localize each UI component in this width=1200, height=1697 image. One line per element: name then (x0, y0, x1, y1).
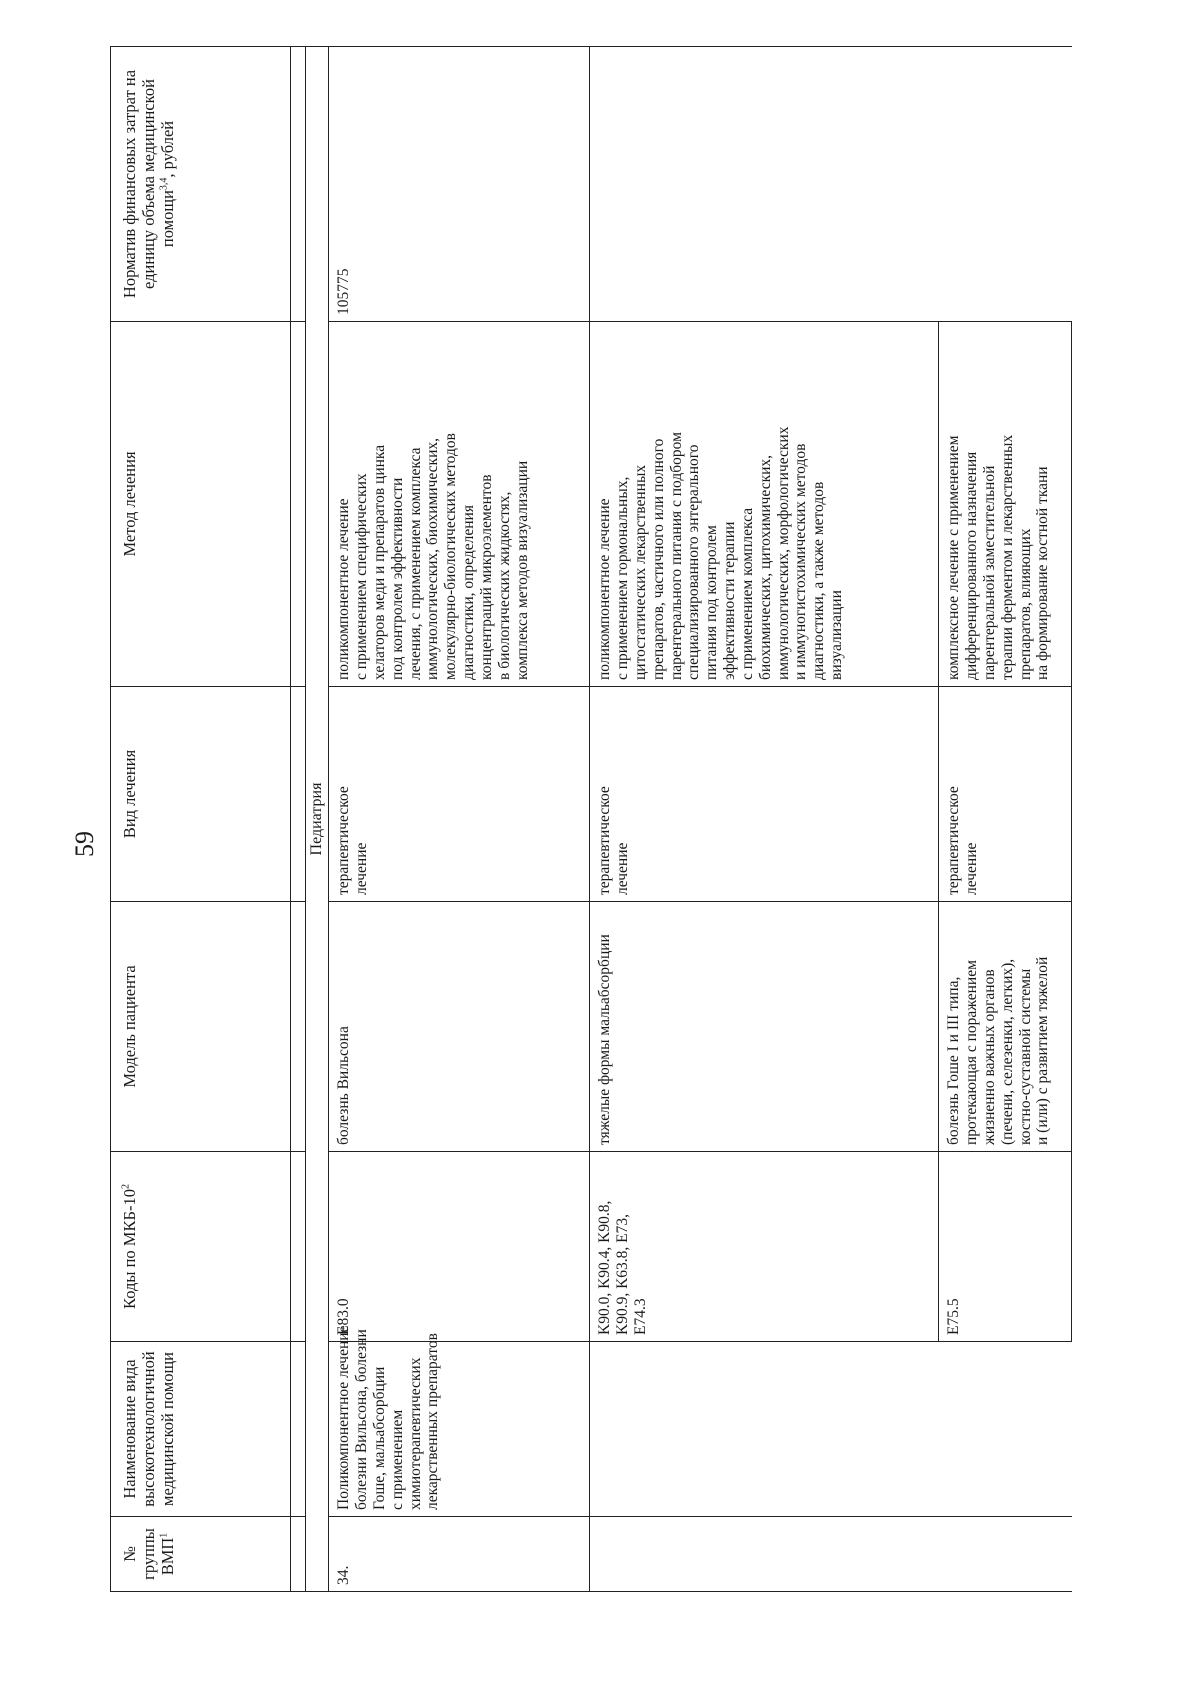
header-cost-standard-sup: 3,4 (158, 177, 170, 191)
table-row (590, 47, 939, 1592)
cell-text-line: протекающая с поражением (963, 960, 981, 1145)
treatment-method-cell (590, 322, 939, 687)
cost-standard-cell (939, 47, 1072, 322)
page-number: 59 (70, 831, 99, 857)
cell-text-line: лечение (614, 842, 632, 895)
cell-text-line: дифференцированного назначения (963, 451, 981, 680)
cell-text-line: болезнь Вильсона (335, 1026, 353, 1145)
cell-text-line: парентеральной заместительной (981, 465, 999, 680)
cell-text-line: E83.0 (335, 1298, 353, 1335)
cell-text-line: терапевтическое (945, 786, 963, 895)
treatment-method-cell (329, 322, 590, 687)
table-row (329, 47, 590, 1592)
treatment-method-cell (939, 322, 1072, 687)
section-row (306, 47, 329, 1592)
cell-text-line: болезни Вильсона, болезни (353, 1329, 371, 1510)
cell-text-line: K90.0, K90.4, K90.8, (596, 1200, 614, 1335)
cell-text-line: цитостатических лекарственных (632, 464, 650, 680)
column-number-cell (291, 322, 306, 687)
cell-text-line: лечение (353, 842, 371, 895)
cell-text-line: визуализации (827, 590, 845, 680)
cell-text-line: лечение (963, 842, 981, 895)
header-cost-standard-text: Норматив финансовых затрат на единицу объема медицинской помощи (120, 69, 177, 299)
cell-text-line: на формирование костной ткани (1034, 466, 1052, 680)
patient-model-cell (329, 902, 590, 1152)
cell-text-line: препаратов, частичного или полного (649, 438, 667, 680)
cell-text-line: эффективности терапии (721, 521, 739, 680)
icd-codes-cell (329, 1152, 590, 1342)
cell-text-line: диагностики, а также методов (810, 481, 828, 680)
cell-text-line: молекулярно-биологических методов (442, 433, 460, 680)
cell-text-line: поликомпонентное лечение (596, 498, 614, 680)
cell-text-line: терапии ферментом и лекарственных (998, 434, 1016, 680)
header-cost-standard-unit: , рублей (157, 120, 177, 178)
cell-text-line: биохимических, цитохимических, (756, 454, 774, 680)
patient-model-cell (590, 902, 939, 1152)
cell-text-line: с применением комплекса (738, 507, 756, 680)
header-group-number-text: № группы ВМП (120, 1528, 177, 1580)
vmp-table (110, 46, 1072, 1592)
cell-text-line: и (или) с развитием тяжелой (1034, 956, 1052, 1145)
cell-text-line: K90.9, K63.8, E73, (614, 1214, 632, 1335)
cell-text-line: комплексное лечение с применением (945, 435, 963, 680)
cell-text-line: парентерального питания с подбором (667, 432, 685, 680)
header-group-number (111, 1517, 291, 1592)
group-number-cell (590, 1517, 939, 1592)
header-treatment-type: Вид лечения (111, 687, 291, 902)
cell-text-line: с применением (388, 1409, 406, 1510)
header-patient-model: Модель пациента (111, 902, 291, 1152)
table-row (939, 47, 1072, 1592)
header-icd-codes (111, 1152, 291, 1342)
column-number-row (291, 47, 306, 1592)
cell-text-line: препаратов, влияющих (1016, 528, 1034, 680)
cell-text-line: лечения, с применением комплекса (406, 447, 424, 680)
column-number-cell (291, 47, 306, 322)
cell-text-line: питания под контролем (703, 525, 721, 680)
treatment-type-cell (329, 687, 590, 902)
header-treatment-method: Метод лечения (111, 322, 291, 687)
cell-text-line: тяжелые формы мальабсорбции (596, 934, 614, 1145)
cell-text-line: иммунологических, морфологических (774, 426, 792, 680)
icd-codes-cell (590, 1152, 939, 1342)
cell-text-line: иммунологических, биохимических, (424, 438, 442, 680)
cell-text-line: болезнь Гоше I и III типа, (945, 976, 963, 1145)
treatment-type-cell (939, 687, 1072, 902)
cell-text-line: диагностики, определения (460, 505, 478, 680)
group-number-cell (939, 1517, 1072, 1592)
cell-text-line: с применением специфических (353, 473, 371, 680)
cell-text-line: Гоше, мальабсорбции (371, 1366, 389, 1510)
cell-text-line: E75.5 (945, 1298, 963, 1335)
header-cost-standard (111, 47, 291, 322)
header-group-number-sup: 1 (158, 1532, 170, 1538)
cell-text-line: терапевтическое (596, 786, 614, 895)
header-row (111, 47, 291, 1592)
icd-codes-cell (939, 1152, 1072, 1342)
cell-text-line: E74.3 (632, 1298, 650, 1335)
cell-text-line: химиотерапевтических (406, 1357, 424, 1510)
care-type-name-cell (590, 1342, 939, 1517)
column-number-cell (291, 687, 306, 902)
treatment-type-cell (590, 687, 939, 902)
cell-text-line: (печени, селезенки, легких), (998, 958, 1016, 1145)
column-number-cell (291, 902, 306, 1152)
cell-text-line: поликомпонентное лечение (335, 498, 353, 680)
care-type-name-cell (939, 1342, 1072, 1517)
column-number-cell (291, 1517, 306, 1592)
cost-standard-cell: 105775 (329, 47, 590, 322)
cell-text-line: Поликомпонентное лечение (335, 1325, 353, 1510)
cell-text-line: терапевтическое (335, 786, 353, 895)
patient-model-cell (939, 902, 1072, 1152)
group-number-cell: 34. (329, 1517, 590, 1592)
header-icd-codes-sup: 2 (120, 1184, 132, 1190)
cell-text-line: концентраций микроэлементов (477, 474, 495, 680)
care-type-name-cell (329, 1325, 590, 1517)
cost-standard-cell (590, 47, 939, 322)
cell-text-line: костно-суставной системы (1016, 968, 1034, 1145)
cell-text-line: и иммуногистохимических методов (792, 443, 810, 680)
cell-text-line: комплекса методов визуализации (513, 460, 531, 680)
cell-text-line: лекарственных препаратов (424, 1333, 442, 1510)
header-care-type-name: Наименование вида высокотехнологичной медицинской помощи (111, 1342, 291, 1517)
column-number-cell (291, 1342, 306, 1517)
cell-text-line: под контролем эффективности (388, 477, 406, 680)
cell-text-line: жизненно важных органов (981, 969, 999, 1145)
column-number-cell (291, 1152, 306, 1342)
cell-text-line: с применением гормональных, (614, 476, 632, 680)
section-title: Педиатрия (306, 47, 329, 1592)
cell-text-line: хелаторов меди и препаратов цинка (371, 444, 389, 680)
cell-text-line: специализированного энтерального (685, 444, 703, 680)
rotated-table-sheet (110, 47, 1110, 1592)
header-icd-codes-text: Коды по МКБ-10 (120, 1189, 139, 1309)
cell-text-line: в биологических жидкостях, (495, 491, 513, 680)
